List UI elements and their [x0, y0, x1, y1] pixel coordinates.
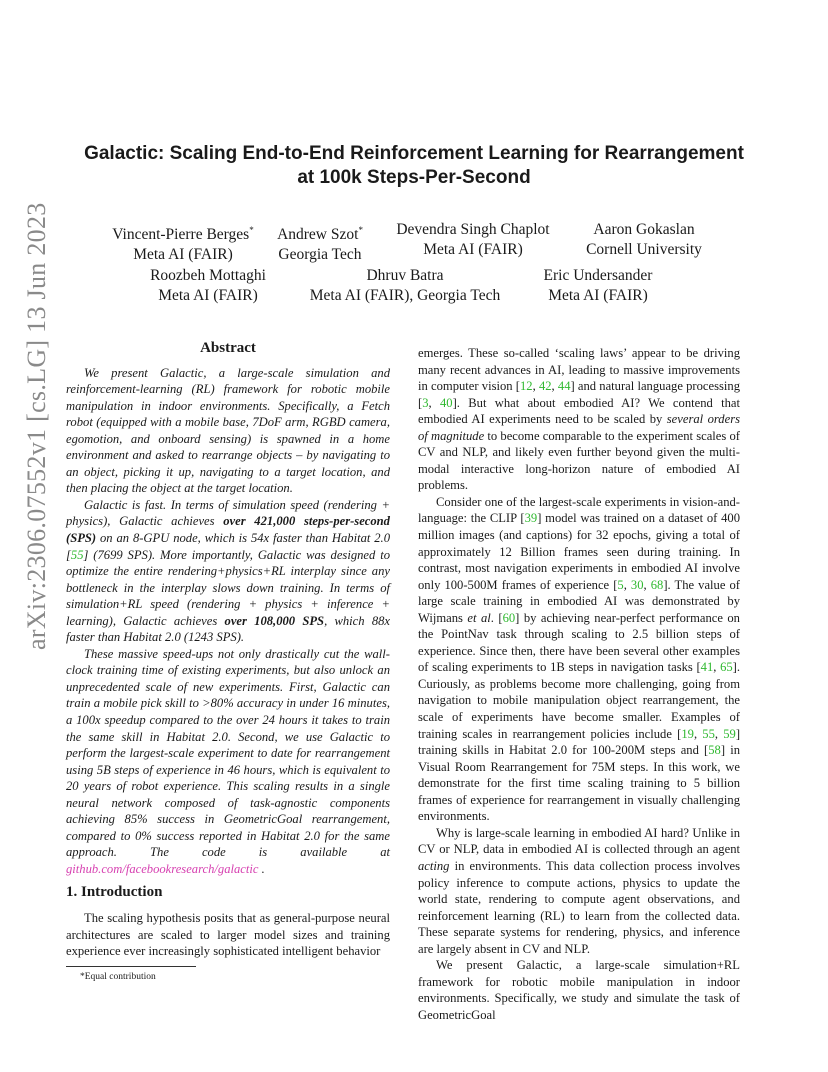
author-block	[388, 220, 558, 260]
citation-link[interactable]: 41	[700, 660, 714, 675]
right-column	[418, 345, 740, 1023]
citation-link[interactable]: 55	[702, 726, 715, 741]
citation-link[interactable]: 12	[519, 379, 533, 394]
citation-link[interactable]: 42	[538, 379, 552, 394]
author-affiliation: Meta AI (FAIR)	[158, 287, 258, 304]
code-url-link[interactable]: github.com/facebookresearch/galactic	[66, 861, 259, 876]
citation-link[interactable]: 65	[720, 660, 733, 675]
citation-link[interactable]: 5	[617, 577, 624, 592]
author-name: Devendra Singh Chaplot	[396, 221, 550, 238]
citation-link[interactable]: 55	[70, 547, 84, 562]
abstract-paragraph: These massive speed-ups not only drastically cut the wall-clock training time of existing experiments, but also unlock an unprecedented scale of new experiments. First, Galactic can train a mobile pick skill to >80% accuracy in under 16 minutes, a 100x speedup compared to the over 24 hours it takes to train the same skill in Habitat 2.0. Second, we use Galactic to perform the largest-scale experiment to date for rearrangement using 5B steps of experience in 46 hours, which is equivalent to 20 years of robot experience. This scaling results in a single neural network composed of task-agnostic components achieving 85% success in GeometricGoal rearrangement, compared to 0% success reported in Habitat 2.0 for the same approach. The code is available at github.com/facebookresearch/galactic .	[66, 646, 390, 876]
author-mark: *	[249, 225, 254, 235]
author-mark: *	[358, 225, 363, 235]
arxiv-identifier: arXiv:2306.07552v1 [cs.LG] 13 Jun 2023	[22, 202, 51, 650]
author-name: Vincent-Pierre Berges	[112, 226, 250, 244]
title-line-2: at 100k Steps-Per-Second	[297, 167, 531, 188]
footnote: *Equal contribution	[80, 971, 156, 982]
title-line-1: Galactic: Scaling End-to-End Reinforcement Learning for Rearrangement	[84, 143, 744, 164]
body-paragraph: Why is large-scale learning in embodied AI hard? Unlike in CV or NLP, data in embodied AI is collected through an agent acting in environments. This data collection process involves policy inference to compute actions, physics to update the world state, rendering to compute agent observations, and reinforcement learning (RL) to learn from the collected data. These separate systems for rendering, physics, and inference are largely absent in CV and NLP.	[418, 825, 740, 956]
author-affiliation: Meta AI (FAIR)	[133, 246, 233, 264]
citation-link[interactable]: 39	[524, 511, 538, 526]
author-block	[140, 266, 276, 306]
citation-link[interactable]: 60	[502, 610, 516, 625]
author-block	[300, 266, 510, 306]
paper-title	[70, 142, 758, 190]
author-block	[530, 266, 666, 306]
citation-link[interactable]: 3	[422, 395, 429, 410]
author-name: Dhruv Batra	[366, 267, 444, 284]
author-affiliation: Cornell University	[586, 241, 702, 258]
abstract-paragraph: Galactic is fast. In terms of simulation speed (rendering + physics), Galactic achieves over 421,000 steps-per-second (SPS) on an 8-GPU node, which is 54x faster than Habitat 2.0 [55] (7699 SPS). More importantly, Galactic was designed to optimize the entire rendering+physics+RL interplay since any bottleneck in the interplay slows down training. In terms of simulation+RL speed (rendering + physics + inference + learning), Galactic achieves over 108,000 SPS, which 88x faster than Habitat 2.0 (1243 SPS).	[66, 497, 390, 645]
author-affiliation: Meta AI (FAIR)	[423, 241, 523, 258]
abstract-heading: Abstract	[200, 340, 256, 356]
citation-link[interactable]: 68	[650, 577, 664, 592]
citation-link[interactable]: 58	[708, 743, 721, 758]
author-name: Roozbeh Mottaghi	[150, 267, 266, 284]
abstract-paragraph: We present Galactic, a large-scale simulation and reinforcement-learning (RL) framework for robotic mobile manipulation in indoor environments. Specifically, a Fetch robot (equipped with a mobile base, 7DoF arm, RGBD camera, egomotion, and onboard sensing) is spawned in a home environment and asked to rearrange objects – by navigating to an object, picking it up, navigating to a target location, and then placing the object at the target location.	[66, 365, 390, 496]
body-paragraph: We present Galactic, a large-scale simulation+RL framework for robotic mobile manipulation in indoor environments. Specifically, we study and simulate the task of GeometricGoal	[418, 958, 740, 1022]
body-paragraph: emerges. These so-called ‘scaling laws’ appear to be driving many recent advances in AI, leading to massive improvements in computer vision [12, 42, 44] and natural language processing [3, 40]. But what about embodied AI? We contend that embodied AI experiments need to be scaled by several orders of magnitude to become comparable to the experiment scales of CV and NLP, and likely even further beyond given the multi-modal interactive long-horizon nature of embodied AI problems.	[418, 346, 741, 493]
citation-link[interactable]: 30	[630, 577, 644, 592]
author-affiliation: Georgia Tech	[278, 246, 362, 264]
author-name: Andrew Szot	[277, 226, 359, 244]
author-affiliation: Meta AI (FAIR)	[548, 287, 648, 304]
footnote-divider	[66, 966, 196, 967]
author-block	[270, 220, 370, 265]
citation-link[interactable]: 19	[681, 726, 694, 741]
author-block	[576, 220, 712, 260]
author-affiliation: Meta AI (FAIR), Georgia Tech	[309, 287, 501, 304]
abstract-body	[66, 365, 390, 878]
citation-link[interactable]: 59	[723, 726, 736, 741]
intro-paragraph: The scaling hypothesis posits that as general-purpose neural architectures are scaled to larger model sizes and training experience ever increasingly sophisticated intelligent behavior	[66, 911, 390, 959]
body-paragraph: Consider one of the largest-scale experiments in vision-and-language: the CLIP [39] model was trained on a dataset of 400 million images (and captions) for 32 epochs, giving a total of approximately 12 Billion frames seen during training. In contrast, most navigation experiments in embodied AI involve only 100-500M frames of experience [5, 30, 68]. The value of large scale training in embodied AI was demonstrated by Wijmans et al. [60] by achieving near-perfect performance on the PointNav task through scaling to 2.5 billion steps of experience. Since then, there have been several other examples of scaling experiments to 1B steps in navigation tasks [41, 65]. Curiously, as problems become more challenging, going from navigation to mobile manipulation object rearrangement, the scale of experiments have become smaller. Examples of training scales in rearrangement policies include [19, 55, 59] training skills in Habitat 2.0 for 100-200M steps and [58] in Visual Room Rearrangement for 75M steps. In this work, we demonstrate for the first time scaling training to 5 billion frames of experience for rearrangement in visually challenging environments.	[418, 494, 741, 824]
citation-link[interactable]: 44	[557, 379, 571, 394]
left-column	[66, 340, 390, 983]
author-name: Eric Undersander	[543, 267, 653, 284]
author-name: Aaron Gokaslan	[593, 221, 695, 238]
author-block	[103, 220, 263, 265]
citation-link[interactable]: 40	[439, 395, 453, 410]
section-heading-introduction: 1. Introduction	[66, 883, 163, 900]
